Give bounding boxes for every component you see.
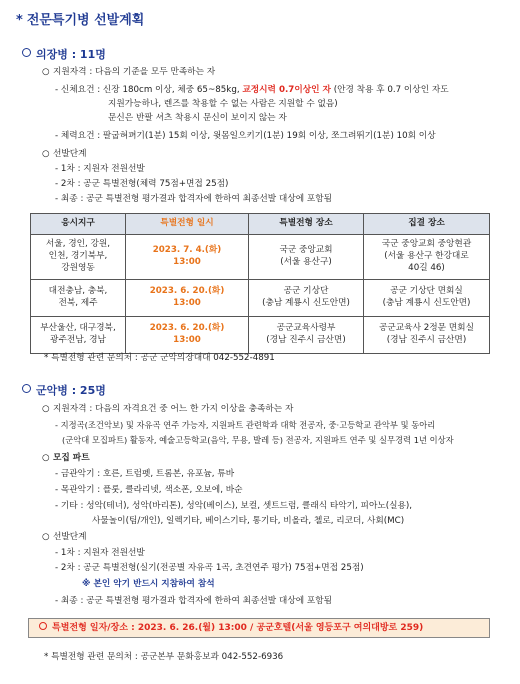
band-requirement-line-1: - 지정곡(조건악보) 및 자유곡 연주 가능자, 지원파트 관련학과 대학 전공자, 중·고등학교 관악부 및 동아리 [55,420,436,430]
table-row [31,317,490,354]
date-cell: 2023. 6. 20.(화) 13:00 [126,280,249,317]
small-circle-bullet-icon: ○ [42,404,50,414]
region-cell: 부산울산, 대구경북, 광주전남, 경남 [31,317,126,354]
guard-stage-1: - 1차 : 지원자 전원선발 [55,164,145,174]
band-section-heading: 군악병 : 25명 [22,384,106,399]
place-cell: 국군 중앙교회 (서울 용산구) [249,235,364,280]
band-stage-1: - 1차 : 지원자 전원선발 [55,548,145,558]
table-row [31,280,490,317]
band-part-etc: - 기타 : 성악(테너), 성악(바리톤), 성악(베이스), 보컬, 셋트드럼, 클래식 타악기, 피아노(실용), [55,501,413,511]
band-stage-2: - 2차 : 공군 특별전형(실기(전공별 자유곡 1곡, 초견연주 평가) 75점+면접 25점) [55,563,364,573]
guard-qualification: ○ 지원자격 : 다음의 기준을 모두 만족하는 자 [42,67,216,77]
guard-stage-2: - 2차 : 공군 특별전형(체력 75점+면접 25점) [55,179,229,189]
small-circle-bullet-icon: ○ [42,532,50,542]
table-row [31,235,490,280]
small-circle-bullet-icon: ○ [42,67,50,77]
circle-bullet-icon [39,622,47,630]
band-selection-title: ○ 선발단계 [42,532,87,542]
gather-cell: 공군 기상단 면회실 (충남 계룡시 신도안면) [364,280,490,317]
circle-bullet-icon [22,384,31,393]
region-cell: 서울, 경인, 강원, 인천, 경기북부, 강원영동 [31,235,126,280]
band-qualification: ○ 지원자격 : 다음의 자격요건 중 어느 한 가지 이상을 충족하는 자 [42,404,294,414]
page-title: * 전문특기병 선발계획 [16,13,145,28]
guard-tattoo-requirement: 문신은 반팔 셔츠 착용시 문신이 보이지 않는 자 [108,113,287,123]
title-marker: * [16,13,23,28]
small-circle-bullet-icon: ○ [42,149,50,159]
circle-bullet-icon [22,48,31,57]
guard-section-heading: 의장병 : 11명 [22,48,106,63]
guard-fitness-requirement: - 체력요건 : 팔굽혀펴기(1분) 15회 이상, 윗몸일으키기(1분) 19회 이상, 쪼그려뛰기(1분) 10회 이상 [55,131,436,141]
band-part-brass: - 금관악기 : 호른, 트럼펫, 트롬본, 유포늄, 튜바 [55,469,235,479]
band-part-woodwind: - 목관악기 : 플룻, 클라리넷, 색소폰, 오보에, 바순 [55,485,243,495]
gather-cell: 공군교육사 2정문 면회실 (경남 진주시 금산면) [364,317,490,354]
schedule-table [30,213,490,354]
column-header: 특별전형 장소 [249,214,364,235]
column-header: 특별전형 일시 [126,214,249,235]
band-final-stage: - 최종 : 공군 특별전형 평가결과 합격자에 한하여 최종선발 대상에 포함됨 [55,596,333,606]
band-parts-title: ○ 모집 파트 [42,453,90,463]
guard-final-stage: - 최종 : 공군 특별전형 평가결과 합격자에 한하여 최종선발 대상에 포함됨 [55,194,333,204]
place-cell: 공군교육사령부 (경남 진주시 금산면) [249,317,364,354]
place-cell: 공군 기상단 (충남 계룡시 신도안면) [249,280,364,317]
band-part-etc-cont: 사물놀이(팀/개인), 일렉기타, 베이스기타, 통기타, 비올라, 첼로, 리코더, 사회(MC) [92,516,405,526]
band-exam-highlight-box: 특별전형 일자/장소 : 2023. 6. 26.(월) 13:00 / 공군호텔(서울 영등포구 여의대방로 259) [28,618,490,638]
table-header-row [31,214,490,235]
guard-body-requirement-cont: 지원가능하나, 렌즈를 착용할 수 없는 사람은 지원할 수 없음) [108,99,338,109]
band-requirement-line-2: (군악대 모집파트) 활동자, 예술고등학교(음악, 무용, 발레 등) 전공자, 지원파트 연주 및 실무경력 1년 이상자 [62,435,454,445]
gather-cell: 국군 중앙교회 중앙현관 (서울 용산구 한강대로 40길 46) [364,235,490,280]
guard-body-requirement: - 신체요건 : 신장 180cm 이상, 체중 65~85kg, 교정시력 0.7이상인 자 (안경 착용 후 0.7 이상인 자도 [55,85,449,95]
date-cell: 2023. 6. 20.(화) 13:00 [126,317,249,354]
band-instrument-note: ※ 본인 악기 반드시 지참하여 참석 [82,579,215,589]
small-circle-bullet-icon: ○ [42,453,50,463]
column-header: 집결 장소 [364,214,490,235]
region-cell: 대전충남, 충북, 전북, 제주 [31,280,126,317]
date-cell: 2023. 7. 4.(화) 13:00 [126,235,249,280]
band-contact-note: * 특별전형 관련 문의처 : 공군본부 문화홍보과 042-552-6936 [44,652,284,662]
guard-contact-note: * 특별전형 관련 문의처 : 공군 군악의장대대 042-552-4891 [44,353,275,363]
guard-selection-title: ○ 선발단계 [42,149,87,159]
column-header: 응시지구 [31,214,126,235]
